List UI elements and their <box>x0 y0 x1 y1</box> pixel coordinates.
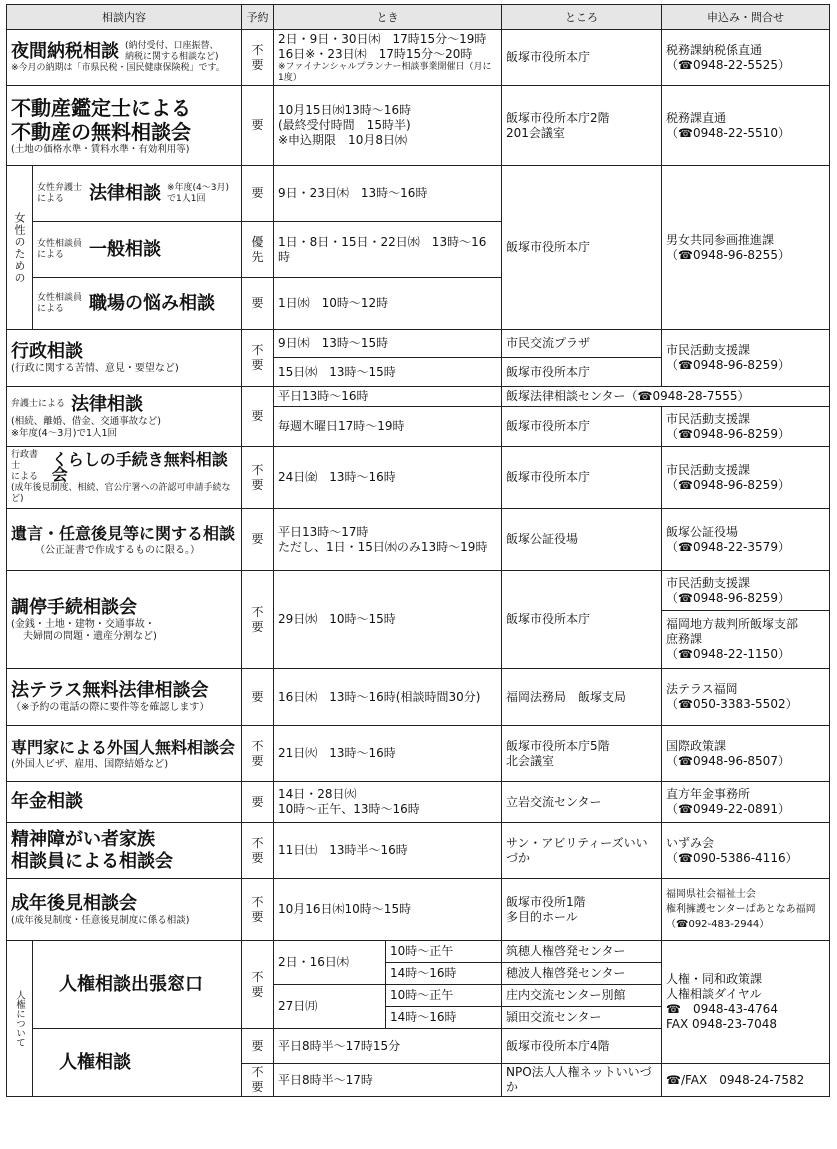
scrivener-by2: による <box>11 472 39 482</box>
tax-contact2: （☎0948-22-5525） <box>666 57 790 72</box>
row-mediation-1 <box>7 571 830 611</box>
human-consult-where1: 飯塚市役所本庁4階 <box>502 1029 662 1064</box>
human-slot3-time: 10時〜正午 <box>386 985 502 1007</box>
mediation-contact-b <box>662 611 830 669</box>
lawyer-when1: 平日13時〜16時 <box>274 387 502 407</box>
row-houterasu <box>7 669 830 726</box>
guardian-where <box>502 879 662 941</box>
header-row <box>7 5 830 30</box>
lawyer-content <box>7 387 242 447</box>
human-slot4-time: 14時〜16時 <box>386 1007 502 1029</box>
row-foreign <box>7 726 830 782</box>
mediation-sub2: 夫婦間の問題・遺産分割など) <box>23 630 157 642</box>
admin-title: 行政相談 <box>11 341 83 362</box>
will-sub: （公正証書で作成するものに限る。） <box>35 544 200 556</box>
lawyer-where1: 飯塚法律相談センター（☎0948-28-7555） <box>502 387 830 407</box>
tax-side: (納付受付、口座振替、納税に関する相談など) <box>125 41 219 62</box>
pension-title: 年金相談 <box>11 791 83 812</box>
houterasu-contact <box>662 669 830 726</box>
scrivener-res: 不要 <box>242 447 274 509</box>
admin-contact2: （☎0948-96-8259） <box>666 358 790 372</box>
guardian-contact <box>662 879 830 941</box>
mental-res: 不要 <box>242 823 274 879</box>
scrivener-contact <box>662 447 830 509</box>
human-slot4-place: 頴田交流センター <box>502 1007 662 1029</box>
human-consult-title: 人権相談 <box>59 1051 131 1073</box>
women-work-res: 要 <box>242 278 274 330</box>
pension-where: 立岩交流センター <box>502 782 662 823</box>
mental-content <box>7 823 242 879</box>
human-consult-res1: 要 <box>242 1029 274 1064</box>
realestate-when1: 10月15日㈬13時〜16時 <box>278 103 412 117</box>
scrivener-contact1: 市民活動支援課 <box>666 462 751 477</box>
mental-where: サン・アビリティーズいいづか <box>502 823 662 879</box>
header-where: ところ <box>502 5 662 30</box>
realestate-title1: 不動産鑑定士による <box>11 95 191 120</box>
guardian-contact1: 福岡県社会福祉士会 <box>666 889 756 900</box>
pension-contact <box>662 782 830 823</box>
women-general-res: 優先 <box>242 222 274 278</box>
mental-when: 11日㈯ 13時半〜16時 <box>274 823 502 879</box>
guardian-where1: 飯塚市役所1階 <box>506 894 586 909</box>
scrivener-by1: 行政書士 <box>11 450 39 471</box>
human-slot1-time: 10時〜正午 <box>386 941 502 963</box>
admin-contact <box>662 330 830 387</box>
foreign-res: 不要 <box>242 726 274 782</box>
guardian-when: 10月16日㈭10時〜15時 <box>274 879 502 941</box>
foreign-when: 21日㈫ 13時〜16時 <box>274 726 502 782</box>
pension-when <box>274 782 502 823</box>
women-work-title: 職場の悩み相談 <box>89 292 215 314</box>
mediation-contact1: 市民活動支援課 <box>666 575 751 590</box>
row-realestate <box>7 86 830 166</box>
human-consult-res2: 不要 <box>242 1064 274 1097</box>
guardian-sub: (成年後見制度・任意後見制度に係る相談) <box>11 914 190 926</box>
human-group-label: 人権について <box>7 941 33 1097</box>
realestate-where1: 飯塚市役所本庁2階 <box>506 110 610 125</box>
human-contact <box>662 941 830 1064</box>
will-when1: 平日13時〜17時 <box>278 524 369 539</box>
human-branch-res: 不要 <box>242 941 274 1029</box>
human-contact3: ☎ 0948-43-4764 <box>666 1002 778 1016</box>
mediation-contact3: 福岡地方裁判所飯塚支部 <box>666 617 799 631</box>
pension-content <box>7 782 242 823</box>
houterasu-res: 要 <box>242 669 274 726</box>
women-law-res: 要 <box>242 166 274 222</box>
guardian-content <box>7 879 242 941</box>
realestate-res: 要 <box>242 86 274 166</box>
admin-res: 不要 <box>242 330 274 387</box>
realestate-when <box>274 86 502 166</box>
tax-note: ※今月の納期は「市県民税・国民健康保険税」です。 <box>11 63 225 73</box>
foreign-title: 専門家による外国人無料相談会 <box>11 737 236 757</box>
human-slot1-place: 筑穂人権啓発センター <box>502 941 662 963</box>
will-res: 要 <box>242 509 274 571</box>
mediation-content <box>7 571 242 669</box>
scrivener-sub: (成年後見制度、相続、官公庁署への許認可申請手続など) <box>11 483 231 504</box>
row-human-1 <box>7 941 830 963</box>
women-contact <box>662 166 830 330</box>
row-guardian <box>7 879 830 941</box>
scrivener-by <box>11 450 46 483</box>
lawyer-res: 要 <box>242 387 274 447</box>
lawyer-sub1: (相続、離婚、借金、交通事故など) <box>11 415 161 427</box>
human-consult-when2: 平日8時半〜17時 <box>274 1064 502 1097</box>
human-branch-title: 人権相談出張窓口 <box>59 973 203 995</box>
admin-sub: (行政に関する苦情、意見・要望など) <box>11 363 179 374</box>
realestate-sub: (土地の価格水準・賃料水準・有効利用等) <box>11 143 190 155</box>
tax-when <box>274 30 502 86</box>
human-consult-where2: NPO法人人権ネットいいづか <box>502 1064 662 1097</box>
lawyer-title: 法律相談 <box>71 393 144 415</box>
tax-res: 不要 <box>242 30 274 86</box>
header-content: 相談内容 <box>7 5 242 30</box>
women-law-content <box>33 166 242 222</box>
houterasu-contact1: 法テラス福岡 <box>666 682 738 696</box>
houterasu-contact2: （☎050-3383-5502） <box>666 697 798 711</box>
will-contact1: 飯塚公証役場 <box>666 524 739 539</box>
will-title: 遺言・任意後見等に関する相談 <box>11 523 236 543</box>
row-lawyer-1 <box>7 387 830 407</box>
houterasu-where: 福岡法務局 飯塚支局 <box>502 669 662 726</box>
lawyer-when2: 毎週木曜日17時〜19時 <box>274 407 502 447</box>
houterasu-when: 16日㈭ 13時〜16時(相談時間30分) <box>274 669 502 726</box>
mediation-contact-a <box>662 571 830 611</box>
tax-when-note: ※ファイナンシャルプランナー相談事業開催日（月に1度） <box>278 61 492 83</box>
tax-contact1: 税務課納税係直通 <box>666 42 763 57</box>
row-will <box>7 509 830 571</box>
lawyer-contact <box>662 407 830 447</box>
guardian-title: 成年後見相談会 <box>11 892 137 914</box>
consultation-table <box>6 4 830 1097</box>
admin-where1: 市民交流プラザ <box>502 330 662 358</box>
mediation-contact4: 庶務課 <box>666 632 703 646</box>
women-general-when: 1日・8日・15日・22日㈬ 13時〜16時 <box>274 222 502 278</box>
women-contact2: （☎0948-96-8255） <box>666 247 790 262</box>
pension-contact2: （☎0949-22-0891） <box>666 802 790 816</box>
scrivener-contact2: （☎0948-96-8259） <box>666 477 790 492</box>
women-law-by: 女性弁護士による <box>37 182 83 204</box>
will-contact2: （☎0948-22-3579） <box>666 539 790 554</box>
human-contact1: 人権・同和政策課 <box>666 972 763 986</box>
lawyer-where2: 飯塚市役所本庁 <box>502 407 662 447</box>
mental-title1: 精神障がい者家族 <box>11 828 155 850</box>
tax-contact <box>662 30 830 86</box>
women-contact1: 男女共同参画推進課 <box>666 232 775 247</box>
will-where: 飯塚公証役場 <box>502 509 662 571</box>
pension-when1: 14日・28日㈫ <box>278 787 357 801</box>
human-branch-content <box>33 941 242 1029</box>
pension-res: 要 <box>242 782 274 823</box>
admin-contact1: 市民活動支援課 <box>666 343 751 357</box>
realestate-content <box>7 86 242 166</box>
mediation-when: 29日㈬ 10時〜15時 <box>274 571 502 669</box>
guardian-contact2: 権利擁護センターぱあとなあ福岡 <box>666 904 816 915</box>
women-work-when: 1日㈬ 10時〜12時 <box>274 278 502 330</box>
foreign-where <box>502 726 662 782</box>
pension-contact1: 直方年金事務所 <box>666 787 751 801</box>
human-branch-date2: 27日㈪ <box>274 985 386 1029</box>
lawyer-contact1: 市民活動支援課 <box>666 411 751 426</box>
mental-title2: 相談員による相談会 <box>11 850 173 872</box>
admin-when2: 15日㈬ 13時〜15時 <box>274 358 502 387</box>
scrivener-title: くらしの手続き無料相談会 <box>51 449 228 484</box>
realestate-contact2: （☎0948-22-5510） <box>666 125 790 140</box>
foreign-contact1: 国際政策課 <box>666 738 727 753</box>
women-work-by: 女性相談員による <box>37 292 83 314</box>
realestate-contact1: 税務課直通 <box>666 110 727 125</box>
houterasu-sub: （※予約の電話の際に要件等を確認します） <box>11 702 210 713</box>
tax-when1: 2日・9日・30日㈭ 17時15分〜19時 <box>278 31 487 46</box>
pension-when2: 10時〜正午、13時〜16時 <box>278 802 420 816</box>
tax-content <box>7 30 242 86</box>
realestate-title2: 不動産の無料相談会 <box>11 119 191 144</box>
admin-where2: 飯塚市役所本庁 <box>502 358 662 387</box>
lawyer-contact2: （☎0948-96-8259） <box>666 426 790 441</box>
mediation-where: 飯塚市役所本庁 <box>502 571 662 669</box>
women-law-when: 9日・23日㈭ 13時〜16時 <box>274 166 502 222</box>
houterasu-content <box>7 669 242 726</box>
scrivener-when: 24日㈮ 13時〜16時 <box>274 447 502 509</box>
row-mental <box>7 823 830 879</box>
admin-when1: 9日㈭ 13時〜15時 <box>274 330 502 358</box>
foreign-contact <box>662 726 830 782</box>
will-when <box>274 509 502 571</box>
realestate-where2: 201会議室 <box>506 125 565 140</box>
mental-contact <box>662 823 830 879</box>
human-slot2-time: 14時〜16時 <box>386 963 502 985</box>
foreign-sub: (外国人ビザ、雇用、国際結婚など) <box>11 758 169 770</box>
will-contact <box>662 509 830 571</box>
will-content <box>7 509 242 571</box>
realestate-where <box>502 86 662 166</box>
lawyer-by: 弁護士による <box>11 399 66 409</box>
realestate-contact <box>662 86 830 166</box>
consultation-schedule <box>6 4 829 1097</box>
lawyer-sub2: ※年度(4〜3月)で1人1回 <box>11 427 118 439</box>
admin-content <box>7 330 242 387</box>
header-contact: 申込み・問合せ <box>662 5 830 30</box>
human-contact2: 人権相談ダイヤル <box>666 987 762 1001</box>
human-consult-when1: 平日8時半〜17時15分 <box>274 1029 502 1064</box>
women-law-note: ※年度(4〜3月)で1人1回 <box>167 182 230 204</box>
women-where: 飯塚市役所本庁 <box>502 166 662 330</box>
foreign-where1: 飯塚市役所本庁5階 <box>506 738 610 753</box>
will-when2: ただし、1日・15日㈬のみ13時〜19時 <box>278 539 488 554</box>
foreign-contact2: （☎0948-96-8507） <box>666 753 790 768</box>
women-work-content <box>33 278 242 330</box>
mediation-sub1: (金銭・土地・建物・交通事故・ <box>11 618 155 630</box>
human-slot2-place: 穂波人権啓発センター <box>502 963 662 985</box>
mediation-contact2: （☎0948-96-8259） <box>666 590 790 605</box>
tax-when2: 16日※・23日㈭ 17時15分〜20時 <box>278 46 473 61</box>
women-general-content <box>33 222 242 278</box>
women-general-by: 女性相談員による <box>37 238 83 260</box>
mental-contact1: いずみ会 <box>666 835 715 850</box>
human-contact4: FAX 0948-23-7048 <box>666 1017 778 1031</box>
realestate-when3: ※申込期限 10月8日㈬ <box>278 133 407 147</box>
mediation-title: 調停手続相談会 <box>11 596 137 618</box>
houterasu-title: 法テラス無料法律相談会 <box>11 680 209 701</box>
row-scrivener <box>7 447 830 509</box>
row-women-law <box>7 166 830 222</box>
header-when: とき <box>274 5 502 30</box>
row-tax <box>7 30 830 86</box>
mediation-res: 不要 <box>242 571 274 669</box>
header-reservation: 予約 <box>242 5 274 30</box>
tax-title: 夜間納税相談 <box>11 41 119 62</box>
women-group-label: 女性のための <box>7 166 33 330</box>
scrivener-where: 飯塚市役所本庁 <box>502 447 662 509</box>
scrivener-content <box>7 447 242 509</box>
tax-where: 飯塚市役所本庁 <box>502 30 662 86</box>
women-general-title: 一般相談 <box>89 238 161 260</box>
row-pension <box>7 782 830 823</box>
human-slot3-place: 庄内交流センター別館 <box>502 985 662 1007</box>
women-law-title: 法律相談 <box>89 182 161 204</box>
human-branch-date1: 2日・16日㈭ <box>274 941 386 985</box>
realestate-when2: (最終受付時間 15時半) <box>278 118 411 132</box>
guardian-where2: 多目的ホール <box>506 909 578 924</box>
guardian-res: 不要 <box>242 879 274 941</box>
row-admin-1 <box>7 330 830 358</box>
mediation-contact5: （☎0948-22-1150） <box>666 647 790 661</box>
foreign-where2: 北会議室 <box>506 753 555 768</box>
guardian-contact3: （☎092-483-2944） <box>666 919 770 930</box>
foreign-content <box>7 726 242 782</box>
human-contact5: ☎/FAX 0948-24-7582 <box>662 1064 830 1097</box>
mental-contact2: （☎090-5386-4116） <box>666 850 798 865</box>
human-consult-content <box>33 1029 242 1097</box>
